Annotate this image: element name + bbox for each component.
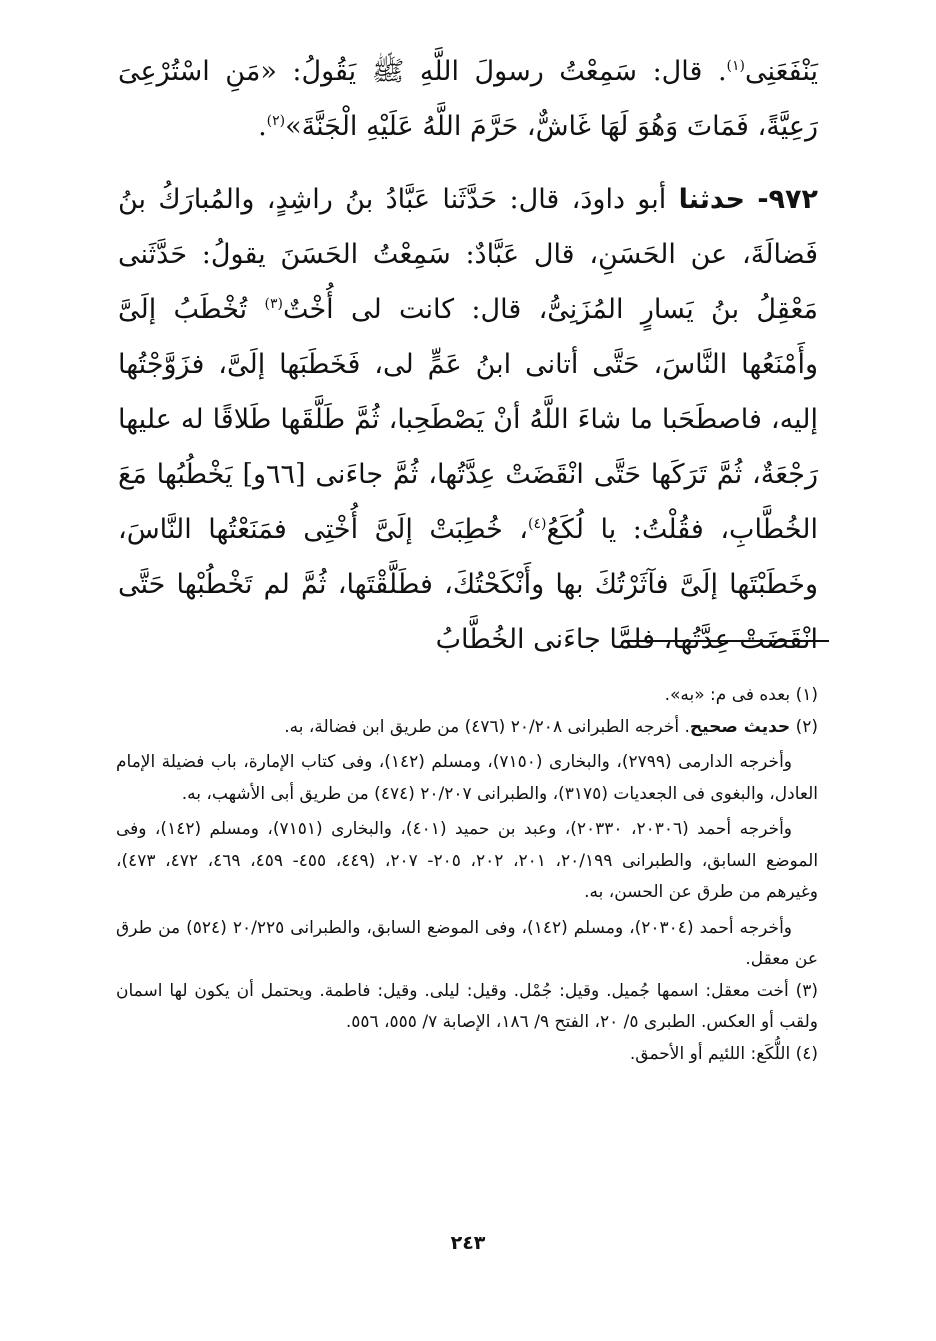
footnote-3: (٣) أخت معقل: اسمها جُميل. وقيل: جُمْل. وقيل: ليلى. وقيل: فاطمة. ويحتمل أن يكون لها اسمان ولقب أو العكس. الطبرى ٥/ ٢٠، الفتح ٩/ ١٨٦، الإصابة ٧/ ٥٥٥، ٥٥٦.	[116, 980, 818, 1032]
text-segment: أبو داودَ، قال: حَدَّثَنا عَبَّادُ بنُ راشِدٍ، والمُبارَكُ بنُ فَضالَةَ، عن الحَسَنِ، قال عَبَّادٌ: سَمِعْتُ الحَسَنَ يقولُ: حَدَّثَنى مَعْقِلُ بنُ يَسارٍ المُزَنِىُّ، قال: كانت لى أُخْتٌ	[118, 184, 818, 325]
footnote-2-text: . أخرجه الطبرانى ٢٠/٢٠٨ (٤٧٦) من طريق ابن فضالة، به.	[284, 716, 690, 737]
footnote-ref-4: (٤)	[528, 516, 547, 532]
text-segment: ، خُطِبَتْ إلَىَّ أُخْتِى فمَنَعْتُها النَّاسَ، وخَطَبْتَها إلَىَّ فآثَرْتُكَ بها وأَنْكَحْتُكَ، فطَلَّقْتَها، ثُمَّ لم تَخْطُبْها حَتَّى انْقَضَتْ عِدَّتُها، فلمَّا جاءَنى الخُطَّابُ	[118, 514, 818, 655]
footnote-2	[116, 712, 818, 744]
hadith-lead-word: حدثنا	[678, 184, 745, 215]
footnote-separator	[624, 640, 829, 642]
footnote-2-grade: حديث صحيح	[689, 716, 791, 737]
footnotes	[116, 680, 818, 1070]
footnote-2-continuation: وأخرجه الدارمى (٢٧٩٩)، والبخارى (٧١٥٠)، ومسلم (١٤٢)، وفى كتاب الإمارة، باب فضيلة الإمام العادل، والبغوى فى الجعديات (٣١٧٥)، والطبرانى ٢٠/٢٠٧ (٤٧٤) من طريق أبى الأشهب، به.	[116, 752, 818, 804]
footnote-ref-2: (٢)	[266, 113, 286, 129]
footnote-1: (١) بعده فى م: «به».	[664, 685, 818, 705]
hadith-number: ٩٧٢-	[757, 184, 818, 215]
footnote-4: (٤) اللُّكَع: اللئيم أو الأحمق.	[629, 1043, 818, 1064]
paragraph-hadith-972	[118, 172, 818, 667]
text-segment: يَنْفَعَنِى	[745, 56, 818, 87]
text-segment: تُخْطَبُ إلَىَّ وأَمْنَعُها النَّاسَ، حَتَّى أتانى ابنُ عَمٍّ لى، فَخَطَبَها إلَىَّ، فزَوَّجْتُها إليه، فاصطَحَبا ما شاءَ اللَّهُ أنْ يَصْطَحِبا، ثُمَّ طَلَّقَها طَلاقًا له عليها رَجْعَةٌ، ثُمَّ تَرَكَها حَتَّى انْقَضَتْ عِدَّتُها، ثُمَّ جاءَنى [٦٦و] يَخْطُبُها مَعَ الخُطَّابِ، فقُلْتُ: يا لُكَعُ	[118, 294, 818, 545]
text-segment: .	[258, 111, 267, 142]
page-number: ٢٤٣	[450, 1232, 486, 1254]
footnote-2-continuation: وأخرجه أحمد (٢٠٣٠٤)، ومسلم (١٤٢)، وفى الموضع السابق، والطبرانى ٢٠/٢٢٥ (٥٢٤) من طرق عن معقل.	[116, 917, 818, 969]
main-text	[118, 44, 818, 667]
footnote-ref-3: (٣)	[264, 296, 283, 312]
text-segment: . قال: سَمِعْتُ رسولَ اللَّهِ ﷺ يَقُولُ: «مَنِ اسْتُرْعِىَ رَعِيَّةً، فَمَاتَ وَهُوَ لَهَا غَاشٌّ، حَرَّمَ اللَّهُ عَلَيْهِ الْجَنَّةَ»	[118, 56, 818, 142]
footnote-ref-1: (١)	[726, 58, 745, 74]
paragraph-hadith-end	[118, 44, 818, 154]
footnote-2-number: (٢)	[795, 716, 818, 737]
footnote-2-continuation: وأخرجه أحمد (٢٠٣٠٦، ٢٠٣٣٠)، وعبد بن حميد (٤٠١)، والبخارى (٧١٥١)، ومسلم (١٤٢)، وفى الموضع السابق، والطبرانى ٢٠/١٩٩، ٢٠١، ٢٠٢، ٢٠٥- ٢٠٧، (٤٤٩، ٤٥٥- ٤٥٩، ٤٦٩، ٤٧٢، ٤٧٣)، وغيرهم من طرق عن الحسن، به.	[116, 819, 819, 902]
